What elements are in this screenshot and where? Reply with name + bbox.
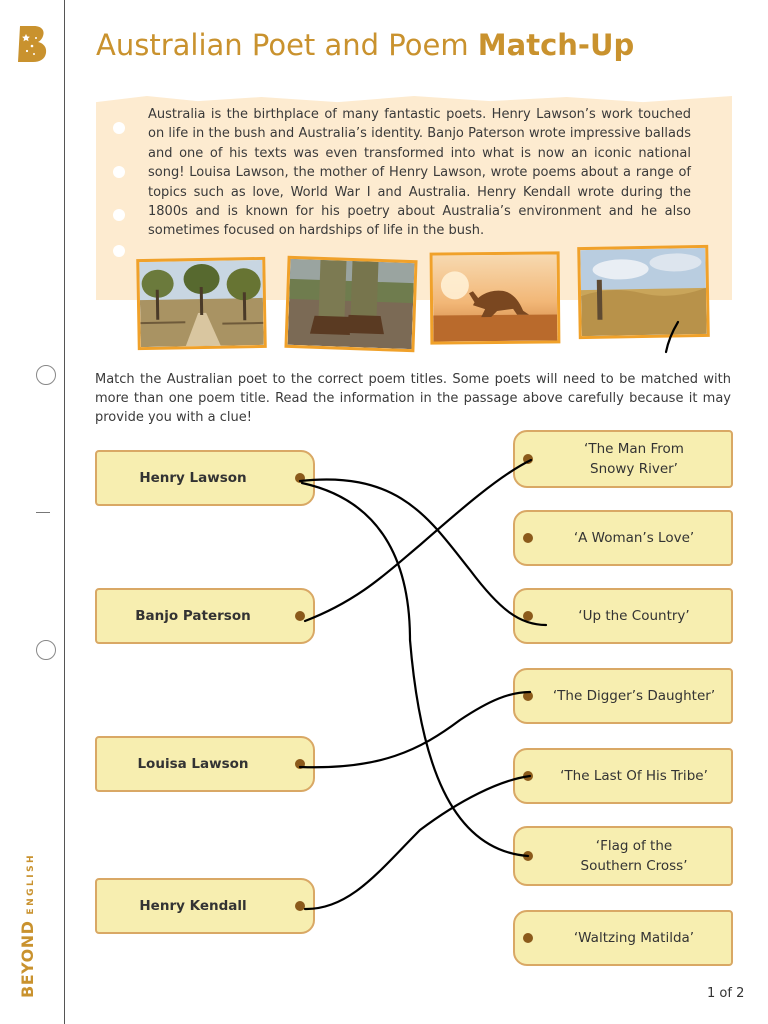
connector-dot[interactable]: [523, 611, 533, 621]
connector-dot[interactable]: [295, 473, 305, 483]
connector-dot[interactable]: [523, 454, 533, 464]
photo-grassland: [577, 245, 710, 339]
poem-title-line: ‘Flag of the: [595, 838, 673, 854]
title-bold: Match-Up: [477, 28, 635, 62]
match-line: [305, 776, 530, 909]
connector-dot[interactable]: [523, 771, 533, 781]
poem-title: [584, 439, 684, 479]
poem-title: ‘A Woman’s Love’: [573, 530, 695, 546]
brand-wordmark: [18, 853, 37, 998]
poet-name: Henry Kendall: [139, 898, 247, 914]
poet-name: Louisa Lawson: [137, 756, 249, 772]
match-line: [302, 483, 528, 856]
title-regular: Australian Poet and Poem: [96, 28, 478, 62]
punch-hole: [36, 640, 56, 660]
margin-line: [64, 0, 65, 1024]
connector-dot[interactable]: [295, 901, 305, 911]
poem-title-line: ‘The Man From: [584, 441, 684, 457]
binder-dots-icon: [112, 118, 126, 258]
connector-dot[interactable]: [523, 691, 533, 701]
connector-dot[interactable]: [523, 933, 533, 943]
poem-tag-waltzing-matilda[interactable]: [513, 910, 733, 966]
connector-dot[interactable]: [523, 851, 533, 861]
poet-tag-banjo-paterson[interactable]: [95, 588, 315, 644]
brand-main: BEYOND: [18, 920, 37, 998]
poem-title: [581, 836, 688, 876]
brand-sub: ENGLISH: [26, 852, 36, 915]
poet-name: Henry Lawson: [139, 470, 247, 486]
poem-title-line: Southern Cross’: [580, 858, 688, 874]
fold-mark: [36, 512, 50, 513]
poem-tag-up-the-country[interactable]: [513, 588, 733, 644]
poem-title: ‘The Last Of His Tribe’: [560, 768, 708, 784]
poet-tag-henry-kendall[interactable]: [95, 878, 315, 934]
poem-tag-flag-of-southern-cross[interactable]: [513, 826, 733, 886]
connector-dot[interactable]: [295, 611, 305, 621]
instructions-text: Match the Australian poet to the correct poem titles. Some poets will need to be matched with more than one poem title. Read the information in the passage above carefully because it may provide you with a clue!: [95, 372, 731, 426]
poem-title: ‘Up the Country’: [578, 608, 690, 624]
connector-dot[interactable]: [523, 533, 533, 543]
poem-tag-diggers-daughter[interactable]: [513, 668, 733, 724]
connector-dot[interactable]: [295, 759, 305, 769]
photo-kangaroo: [430, 251, 561, 344]
poet-tag-henry-lawson[interactable]: [95, 450, 315, 506]
match-line: [300, 479, 546, 625]
poem-tag-a-womans-love[interactable]: [513, 510, 733, 566]
page-number: 1 of 2: [707, 986, 745, 1001]
page-title: [96, 28, 634, 62]
poem-title: ‘The Digger’s Daughter’: [552, 688, 716, 704]
passage-text: Australia is the birthplace of many fantastic poets. Henry Lawson’s work touched on life in the bush and Australia’s identity. Banjo Paterson wrote impressive ballads and one of his texts was even transformed into what is now an iconic national song! Louisa Lawson, the mother of Henry Lawson, wrote poems about a range of topics such as love, World War I and Australia. Henry Kendall wrote during the 1800s and is known for his poetry about Australia’s environment and he also sometimes focused on hardships of life in the bush.: [148, 107, 691, 239]
poem-tag-last-of-his-tribe[interactable]: [513, 748, 733, 804]
poem-title: ‘Waltzing Matilda’: [573, 930, 695, 946]
match-line: [305, 460, 531, 621]
poem-title-line: Snowy River’: [590, 461, 678, 477]
beyond-logo-icon: [16, 24, 50, 64]
punch-hole: [36, 365, 56, 385]
poet-tag-louisa-lawson[interactable]: [95, 736, 315, 792]
poem-tag-man-from-snowy-river[interactable]: [513, 430, 733, 488]
photo-boots: [284, 256, 417, 352]
poet-name: Banjo Paterson: [135, 608, 251, 624]
match-line: [300, 692, 530, 767]
photo-bush-track: [136, 257, 267, 350]
